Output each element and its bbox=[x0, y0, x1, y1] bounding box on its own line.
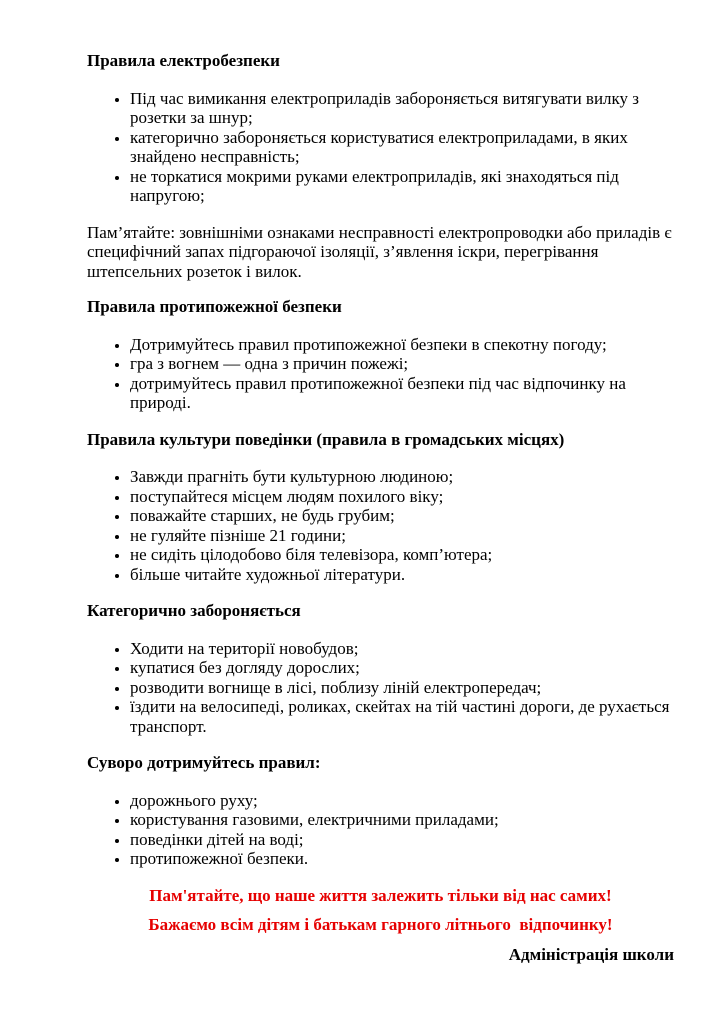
bullet-item: • не торкатися мокрими руками електроприладів, які знаходяться під напругою; bbox=[130, 167, 674, 206]
bullet-item: • купатися без догляду дорослих; bbox=[130, 658, 674, 678]
bullet-item: • Дотримуйтесь правил протипожежної безпеки в спекотну погоду; bbox=[130, 335, 674, 355]
section-heading-fire-safety: Правила протипожежної безпеки bbox=[87, 297, 342, 316]
warning-line-wishes: Бажаємо всім дітям і батькам гарного літнього відпочинку! bbox=[148, 915, 613, 934]
bullet-item: • категорично забороняється користуватися електроприладами, в яких знайдено несправність; bbox=[130, 128, 674, 167]
bullet-item: • дотримуйтесь правил протипожежної безпеки під час відпочинку на природі. bbox=[130, 374, 674, 413]
note-paragraph: Пам’ятайте: зовнішніми ознаками несправності електропроводки або приладів є специфічний запах підгораючої ізоляції, з’явлення іскри, перегрівання штепсельних розеток і вилок. bbox=[87, 222, 672, 281]
warning-line-remember: Пам'ятайте, що наше життя залежить тільки від нас самих! bbox=[149, 885, 612, 905]
section-heading-electrical-safety: Правила електробезпеки bbox=[87, 51, 280, 70]
bullet-item: • поведінки дітей на воді; bbox=[130, 830, 674, 850]
bullet-list-public-behavior bbox=[87, 467, 674, 584]
bullet-list-electrical-safety bbox=[87, 89, 674, 206]
bullet-list-strictly-follow-rules bbox=[87, 791, 674, 869]
section-heading-strictly-forbidden: Категорично забороняється bbox=[87, 601, 301, 620]
bullet-item: • Завжди прагніть бути культурною людиною; bbox=[130, 467, 674, 487]
bullet-item: • дорожнього руху; bbox=[130, 791, 674, 811]
bullet-list-strictly-forbidden bbox=[87, 639, 674, 737]
bullet-item: • не сидіть цілодобово біля телевізора, комп’ютера; bbox=[130, 545, 674, 565]
bullet-item: • більше читайте художньої літератури. bbox=[130, 565, 674, 585]
bullet-item: • користування газовими, електричними приладами; bbox=[130, 810, 674, 830]
bullet-item: • розводити вогнище в лісі, поблизу ліній електропередач; bbox=[130, 678, 674, 698]
bullet-item: • їздити на велосипеді, роликах, скейтах на тій частині дороги, де рухається транспорт. bbox=[130, 697, 674, 736]
signature: Адміністрація школи bbox=[508, 944, 674, 964]
bullet-item: • гра з вогнем — одна з причин пожежі; bbox=[130, 354, 674, 374]
bullet-item: • Під час вимикання електроприладів забороняється витягувати вилку з розетки за шнур; bbox=[130, 89, 674, 128]
bullet-item: • поважайте старших, не будь грубим; bbox=[130, 506, 674, 526]
bullet-item: • не гуляйте пізніше 21 години; bbox=[130, 526, 674, 546]
section-heading-public-behavior: Правила культури поведінки (правила в громадських місцях) bbox=[87, 429, 565, 449]
bullet-item: • протипожежної безпеки. bbox=[130, 849, 674, 869]
bullet-list-fire-safety bbox=[87, 335, 674, 413]
bullet-item: • Ходити на території новобудов; bbox=[130, 639, 674, 659]
section-heading-strictly-follow-rules: Суворо дотримуйтесь правил: bbox=[87, 753, 321, 772]
bullet-item: • поступайтеся місцем людям похилого віку; bbox=[130, 487, 674, 507]
